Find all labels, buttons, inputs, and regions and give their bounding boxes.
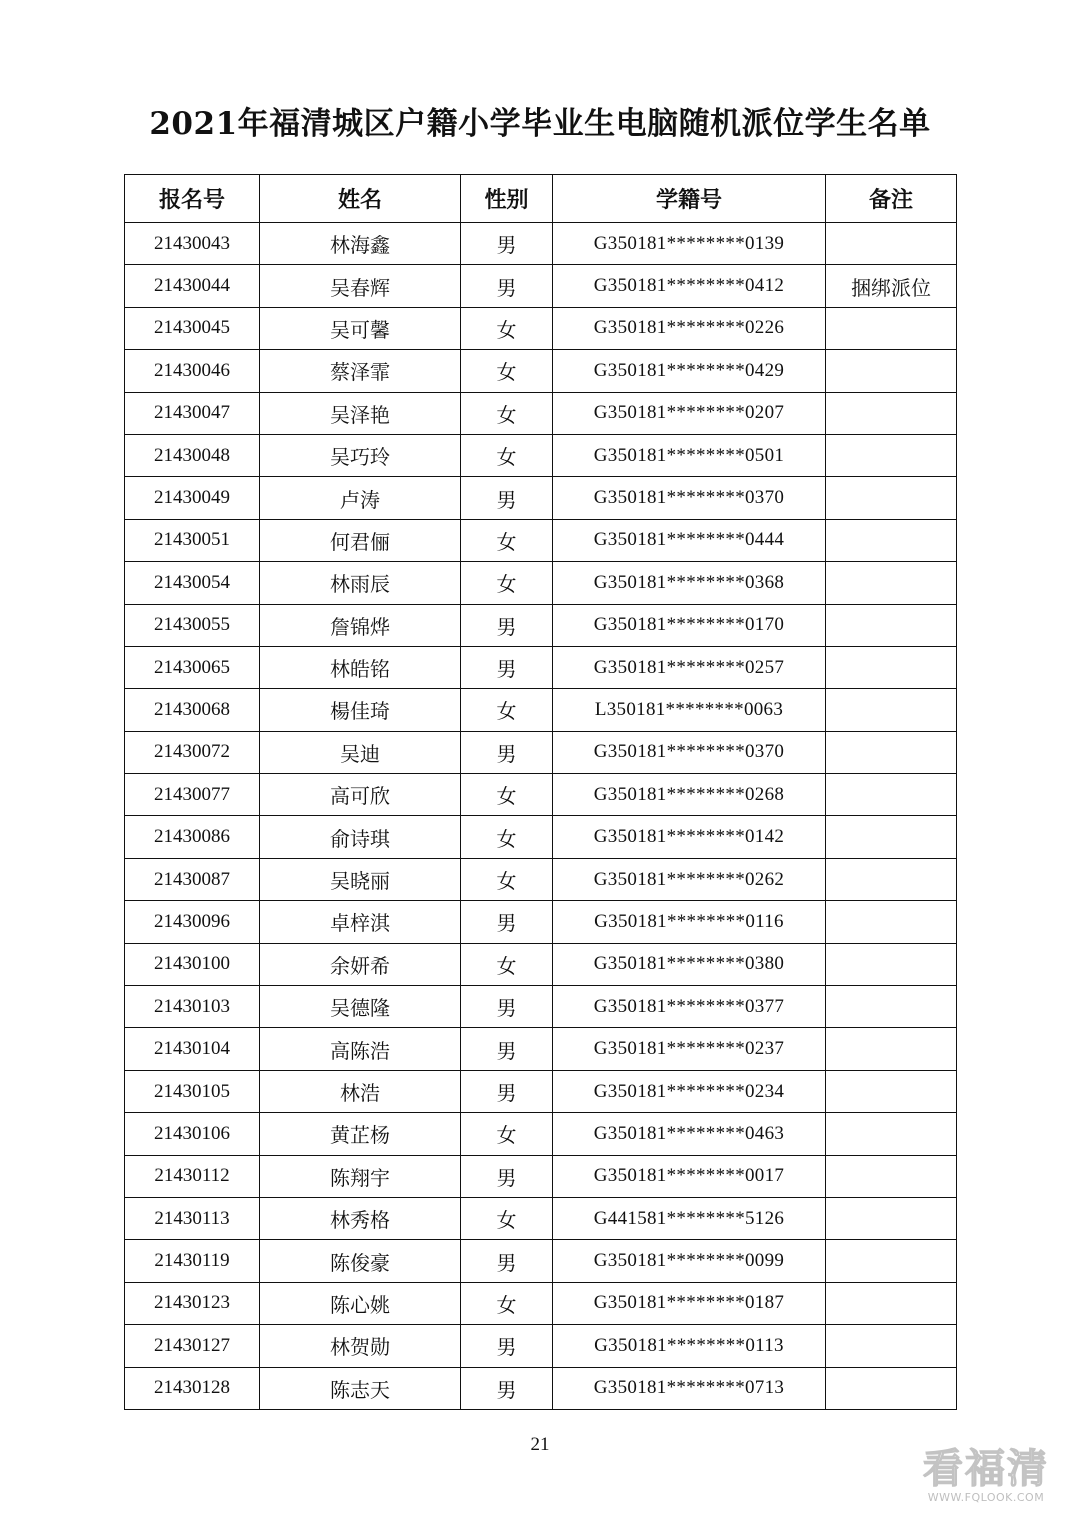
cell-gender: 女 bbox=[461, 816, 553, 858]
cell-name: 卓梓淇 bbox=[260, 901, 461, 943]
cell-reg-no: 21430072 bbox=[125, 731, 260, 773]
cell-student-id: G350181********0139 bbox=[553, 223, 826, 265]
cell-reg-no: 21430048 bbox=[125, 434, 260, 476]
table-row bbox=[125, 816, 957, 858]
cell-name: 高可欣 bbox=[260, 774, 461, 816]
cell-gender: 女 bbox=[461, 1113, 553, 1155]
cell-reg-no: 21430113 bbox=[125, 1197, 260, 1239]
cell-gender: 男 bbox=[461, 265, 553, 307]
cell-student-id: G350181********0142 bbox=[553, 816, 826, 858]
cell-name: 陈志天 bbox=[260, 1367, 461, 1409]
cell-note bbox=[826, 1197, 957, 1239]
cell-gender: 女 bbox=[461, 1282, 553, 1324]
cell-name: 林贺勋 bbox=[260, 1325, 461, 1367]
cell-note bbox=[826, 646, 957, 688]
cell-reg-no: 21430077 bbox=[125, 774, 260, 816]
cell-note bbox=[826, 562, 957, 604]
table-row bbox=[125, 604, 957, 646]
watermark-url: WWW.FQLOOK.COM bbox=[927, 1491, 1045, 1504]
cell-reg-no: 21430043 bbox=[125, 223, 260, 265]
cell-student-id: G350181********0170 bbox=[553, 604, 826, 646]
cell-gender: 男 bbox=[461, 901, 553, 943]
cell-note bbox=[826, 1325, 957, 1367]
cell-reg-no: 21430112 bbox=[125, 1155, 260, 1197]
cell-name: 卢涛 bbox=[260, 477, 461, 519]
cell-name: 吴晓丽 bbox=[260, 858, 461, 900]
cell-name: 吴德隆 bbox=[260, 986, 461, 1028]
cell-name: 黄芷杨 bbox=[260, 1113, 461, 1155]
cell-note bbox=[826, 858, 957, 900]
cell-note bbox=[826, 986, 957, 1028]
cell-student-id: G350181********0226 bbox=[553, 307, 826, 349]
cell-reg-no: 21430068 bbox=[125, 689, 260, 731]
cell-student-id: G441581********5126 bbox=[553, 1197, 826, 1239]
cell-gender: 男 bbox=[461, 1070, 553, 1112]
cell-note bbox=[826, 519, 957, 561]
cell-note bbox=[826, 477, 957, 519]
cell-name: 高陈浩 bbox=[260, 1028, 461, 1070]
cell-reg-no: 21430051 bbox=[125, 519, 260, 561]
cell-note bbox=[826, 1240, 957, 1282]
cell-note bbox=[826, 434, 957, 476]
table-row bbox=[125, 1155, 957, 1197]
cell-gender: 男 bbox=[461, 1240, 553, 1282]
table-row bbox=[125, 562, 957, 604]
table-header-row bbox=[125, 175, 957, 223]
cell-reg-no: 21430055 bbox=[125, 604, 260, 646]
cell-note bbox=[826, 1155, 957, 1197]
cell-gender: 男 bbox=[461, 477, 553, 519]
cell-gender: 男 bbox=[461, 646, 553, 688]
cell-note bbox=[826, 223, 957, 265]
cell-note bbox=[826, 1113, 957, 1155]
cell-gender: 男 bbox=[461, 1028, 553, 1070]
table-row bbox=[125, 1325, 957, 1367]
cell-gender: 女 bbox=[461, 774, 553, 816]
cell-student-id: G350181********0429 bbox=[553, 350, 826, 392]
column-header-gender: 性别 bbox=[461, 175, 553, 223]
cell-student-id: G350181********0377 bbox=[553, 986, 826, 1028]
table-row bbox=[125, 1028, 957, 1070]
cell-student-id: G350181********0237 bbox=[553, 1028, 826, 1070]
cell-reg-no: 21430049 bbox=[125, 477, 260, 519]
cell-reg-no: 21430106 bbox=[125, 1113, 260, 1155]
student-roster-table bbox=[124, 174, 957, 1410]
table-row bbox=[125, 858, 957, 900]
cell-student-id: G350181********0116 bbox=[553, 901, 826, 943]
table-row bbox=[125, 307, 957, 349]
page-number: 21 bbox=[530, 1434, 550, 1455]
cell-gender: 男 bbox=[461, 1155, 553, 1197]
cell-reg-no: 21430096 bbox=[125, 901, 260, 943]
cell-student-id: G350181********0207 bbox=[553, 392, 826, 434]
cell-name: 林雨辰 bbox=[260, 562, 461, 604]
cell-note bbox=[826, 1028, 957, 1070]
cell-name: 楊佳琦 bbox=[260, 689, 461, 731]
column-header-reg-no: 报名号 bbox=[125, 175, 260, 223]
cell-name: 林浩 bbox=[260, 1070, 461, 1112]
cell-reg-no: 21430119 bbox=[125, 1240, 260, 1282]
cell-note bbox=[826, 392, 957, 434]
cell-student-id: G350181********0370 bbox=[553, 477, 826, 519]
cell-reg-no: 21430047 bbox=[125, 392, 260, 434]
cell-name: 吴迪 bbox=[260, 731, 461, 773]
cell-reg-no: 21430100 bbox=[125, 943, 260, 985]
cell-name: 吴可馨 bbox=[260, 307, 461, 349]
cell-student-id: G350181********0380 bbox=[553, 943, 826, 985]
table-row bbox=[125, 774, 957, 816]
cell-reg-no: 21430065 bbox=[125, 646, 260, 688]
cell-name: 何君俪 bbox=[260, 519, 461, 561]
cell-gender: 男 bbox=[461, 604, 553, 646]
cell-note bbox=[826, 731, 957, 773]
cell-student-id: G350181********0234 bbox=[553, 1070, 826, 1112]
cell-note bbox=[826, 774, 957, 816]
cell-student-id: G350181********0412 bbox=[553, 265, 826, 307]
cell-reg-no: 21430128 bbox=[125, 1367, 260, 1409]
table-row bbox=[125, 986, 957, 1028]
table-row bbox=[125, 901, 957, 943]
cell-name: 林秀格 bbox=[260, 1197, 461, 1239]
cell-note bbox=[826, 1282, 957, 1324]
cell-name: 蔡泽霏 bbox=[260, 350, 461, 392]
cell-note bbox=[826, 1070, 957, 1112]
cell-reg-no: 21430123 bbox=[125, 1282, 260, 1324]
cell-gender: 女 bbox=[461, 689, 553, 731]
cell-note bbox=[826, 1367, 957, 1409]
cell-student-id: G350181********0268 bbox=[553, 774, 826, 816]
cell-name: 詹锦烨 bbox=[260, 604, 461, 646]
cell-gender: 女 bbox=[461, 519, 553, 561]
cell-name: 陈心姚 bbox=[260, 1282, 461, 1324]
cell-reg-no: 21430103 bbox=[125, 986, 260, 1028]
cell-note bbox=[826, 816, 957, 858]
cell-reg-no: 21430046 bbox=[125, 350, 260, 392]
cell-student-id: G350181********0257 bbox=[553, 646, 826, 688]
watermark-logo-text: 看福清 bbox=[923, 1446, 1049, 1492]
table-row bbox=[125, 1197, 957, 1239]
cell-student-id: G350181********0262 bbox=[553, 858, 826, 900]
cell-note bbox=[826, 604, 957, 646]
cell-name: 林海鑫 bbox=[260, 223, 461, 265]
cell-gender: 女 bbox=[461, 1197, 553, 1239]
cell-reg-no: 21430045 bbox=[125, 307, 260, 349]
table-row bbox=[125, 350, 957, 392]
table-row bbox=[125, 1282, 957, 1324]
cell-name: 吴泽艳 bbox=[260, 392, 461, 434]
table-body bbox=[125, 223, 957, 1410]
cell-student-id: G350181********0370 bbox=[553, 731, 826, 773]
cell-gender: 男 bbox=[461, 1367, 553, 1409]
cell-student-id: G350181********0463 bbox=[553, 1113, 826, 1155]
cell-gender: 女 bbox=[461, 307, 553, 349]
cell-name: 林皓铭 bbox=[260, 646, 461, 688]
column-header-name: 姓名 bbox=[260, 175, 461, 223]
column-header-student-id: 学籍号 bbox=[553, 175, 826, 223]
cell-gender: 男 bbox=[461, 731, 553, 773]
table-row bbox=[125, 1240, 957, 1282]
cell-note bbox=[826, 943, 957, 985]
cell-student-id: G350181********0368 bbox=[553, 562, 826, 604]
cell-reg-no: 21430127 bbox=[125, 1325, 260, 1367]
table-row bbox=[125, 223, 957, 265]
table-row bbox=[125, 519, 957, 561]
table-row bbox=[125, 265, 957, 307]
cell-name: 陈翔宇 bbox=[260, 1155, 461, 1197]
cell-gender: 女 bbox=[461, 392, 553, 434]
cell-gender: 女 bbox=[461, 350, 553, 392]
cell-student-id: G350181********0187 bbox=[553, 1282, 826, 1324]
table-row bbox=[125, 477, 957, 519]
cell-student-id: G350181********0099 bbox=[553, 1240, 826, 1282]
cell-student-id: L350181********0063 bbox=[553, 689, 826, 731]
table-row bbox=[125, 1070, 957, 1112]
cell-name: 吴春辉 bbox=[260, 265, 461, 307]
table-row bbox=[125, 943, 957, 985]
cell-name: 俞诗琪 bbox=[260, 816, 461, 858]
cell-gender: 女 bbox=[461, 562, 553, 604]
cell-gender: 男 bbox=[461, 1325, 553, 1367]
cell-note bbox=[826, 901, 957, 943]
cell-note bbox=[826, 689, 957, 731]
site-watermark bbox=[916, 1447, 1056, 1505]
cell-name: 吴巧玲 bbox=[260, 434, 461, 476]
table-row bbox=[125, 392, 957, 434]
cell-student-id: G350181********0017 bbox=[553, 1155, 826, 1197]
cell-reg-no: 21430054 bbox=[125, 562, 260, 604]
cell-student-id: G350181********0113 bbox=[553, 1325, 826, 1367]
cell-gender: 男 bbox=[461, 986, 553, 1028]
cell-name: 陈俊豪 bbox=[260, 1240, 461, 1282]
cell-reg-no: 21430086 bbox=[125, 816, 260, 858]
column-header-note: 备注 bbox=[826, 175, 957, 223]
cell-name: 余妍希 bbox=[260, 943, 461, 985]
table-row bbox=[125, 731, 957, 773]
cell-gender: 男 bbox=[461, 223, 553, 265]
cell-gender: 女 bbox=[461, 858, 553, 900]
cell-note: 捆绑派位 bbox=[826, 265, 957, 307]
document-title: 2021年福清城区户籍小学毕业生电脑随机派位学生名单 bbox=[149, 106, 931, 142]
cell-student-id: G350181********0501 bbox=[553, 434, 826, 476]
table-row bbox=[125, 1367, 957, 1409]
table-row bbox=[125, 434, 957, 476]
cell-reg-no: 21430105 bbox=[125, 1070, 260, 1112]
table-row bbox=[125, 1113, 957, 1155]
table-row bbox=[125, 689, 957, 731]
cell-note bbox=[826, 307, 957, 349]
cell-reg-no: 21430104 bbox=[125, 1028, 260, 1070]
cell-note bbox=[826, 350, 957, 392]
cell-student-id: G350181********0444 bbox=[553, 519, 826, 561]
cell-reg-no: 21430087 bbox=[125, 858, 260, 900]
cell-student-id: G350181********0713 bbox=[553, 1367, 826, 1409]
cell-reg-no: 21430044 bbox=[125, 265, 260, 307]
cell-gender: 女 bbox=[461, 943, 553, 985]
table-row bbox=[125, 646, 957, 688]
cell-gender: 女 bbox=[461, 434, 553, 476]
